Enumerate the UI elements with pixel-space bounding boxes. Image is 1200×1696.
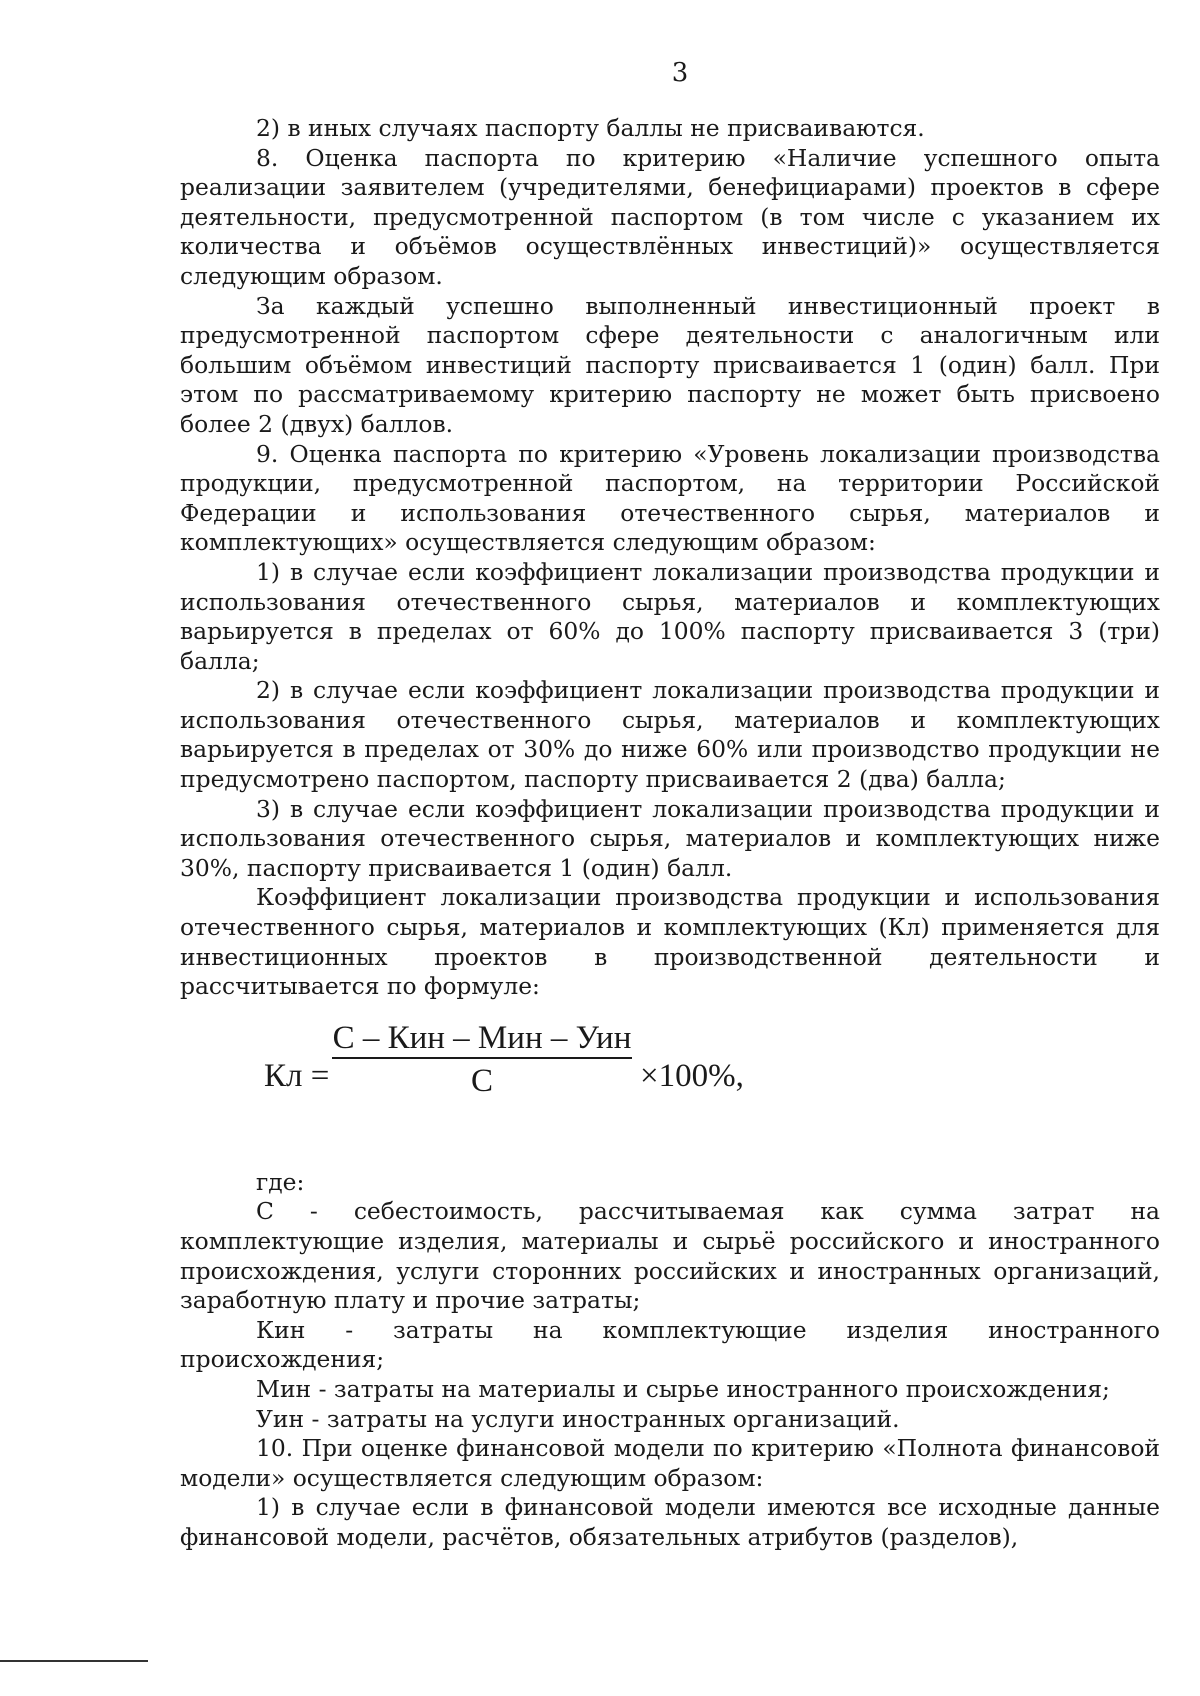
paragraph-financial-model-case-1: 1) в случае если в финансовой модели имеются все исходные данные финансовой модели, расчётов, обязательных атрибутов (разделов), <box>180 1493 1160 1551</box>
footer-rule <box>0 1660 148 1662</box>
paragraph-def-cost: С - себестоимость, рассчитываемая как сумма затрат на комплектующие изделия, материалы и сырьё российского и иностранного происхождения, услуги сторонних российских и иностранных организаций, заработную плату и прочие затраты; <box>180 1197 1160 1315</box>
formula-numerator: С – Кин – Мин – Уин <box>332 1019 632 1056</box>
paragraph-localization-case-1: 1) в случае если коэффициент локализации производства продукции и использования отечественного сырья, материалов и комплектующих варьируется в пределах от 60% до 100% паспорту присваивается 3 (три) балла; <box>180 557 1160 675</box>
localization-formula <box>180 1008 1160 1162</box>
paragraph-localization-case-3: 3) в случае если коэффициент локализации производства продукции и использования отечественного сырья, материалов и комплектующих ниже 30%, паспорту присваивается 1 (один) балл. <box>180 794 1160 882</box>
paragraph-10-financial-model: 10. При оценке финансовой модели по критерию «Полнота финансовой модели» осуществляется следующим образом: <box>180 1434 1160 1492</box>
formula-rhs: ×100%, <box>640 1057 744 1094</box>
page-number: 3 <box>671 58 689 88</box>
formula-lhs: Кл = <box>264 1057 330 1094</box>
paragraph-per-project-score: За каждый успешно выполненный инвестиционный проект в предусмотренной паспортом сфере деятельности с аналогичным или большим объёмом инвестиций паспорту присваивается 1 (один) балл. При этом по рассматриваемому критерию паспорту не может быть присвоено более 2 (двух) баллов. <box>180 291 1160 438</box>
formula-fraction <box>332 1019 632 1100</box>
document-body <box>180 114 1160 1553</box>
paragraph-where: где: <box>256 1167 305 1196</box>
paragraph-8-experience-criterion: 8. Оценка паспорта по критерию «Наличие успешного опыта реализации заявителем (учредителями, бенефициарами) проектов в сфере деятельности, предусмотренной паспортом (в том числе с указанием их количества и объёмов осуществлённых инвестиций)» осуществляется следующим образом. <box>180 143 1160 290</box>
paragraph-def-uin: Уин - затраты на услуги иностранных организаций. <box>256 1404 900 1433</box>
formula-denominator: С <box>470 1063 493 1100</box>
paragraph-localization-case-2: 2) в случае если коэффициент локализации производства продукции и использования отечественного сырья, материалов и комплектующих варьируется в пределах от 30% до ниже 60% или производство продукции не предусмотрено паспортом, паспорту присваивается 2 (два) балла; <box>180 676 1160 794</box>
paragraph-def-min: Мин - затраты на материалы и сырье иностранного происхождения; <box>256 1374 1110 1403</box>
fraction-bar <box>332 1057 632 1059</box>
paragraph-coefficient-definition: Коэффициент локализации производства продукции и использования отечественного сырья, материалов и комплектующих (Кл) применяется для инвестиционных проектов в производственной деятельности и рассчитывается по формуле: <box>180 883 1160 1001</box>
paragraph-item-2-other-cases: 2) в иных случаях паспорту баллы не присваиваются. <box>256 114 925 142</box>
paragraph-def-kin: Кин - затраты на комплектующие изделия иностранного происхождения; <box>180 1315 1160 1374</box>
paragraph-9-localization-criterion: 9. Оценка паспорта по критерию «Уровень локализации производства продукции, предусмотренной паспортом, на территории Российской Федерации и использования отечественного сырья, материалов и комплектующих» осуществляется следующим образом: <box>180 439 1160 557</box>
